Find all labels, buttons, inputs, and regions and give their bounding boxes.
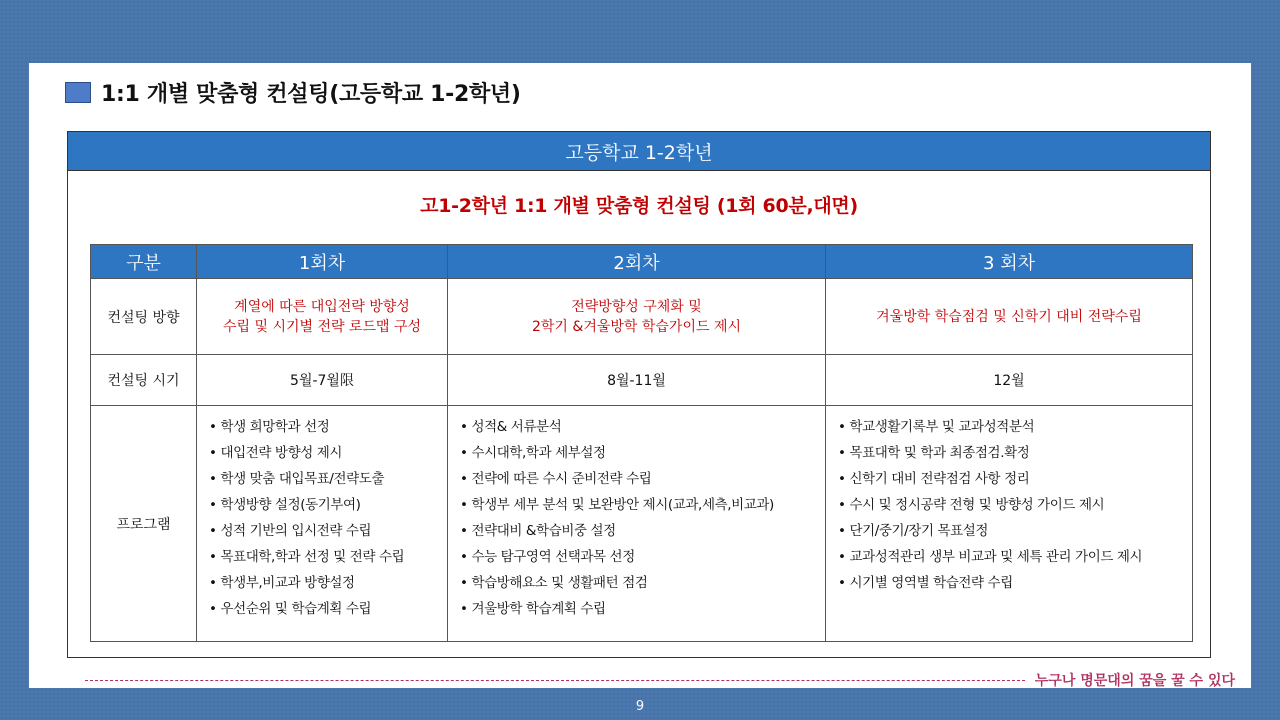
table-row-timing	[91, 355, 1193, 406]
list-item: • 성적& 서류분석	[460, 414, 825, 440]
page-number: 9	[635, 699, 645, 714]
list-item: • 수시대학,학과 세부설정	[460, 440, 825, 466]
timing-session-2: 8월-11월	[448, 355, 826, 406]
slide	[29, 63, 1251, 688]
list-item: • 목표대학 및 학과 최종점검.확정	[838, 440, 1192, 466]
list-item: • 시기별 영역별 학습전략 수립	[838, 570, 1192, 596]
list-item: • 학생부,비교과 방향설정	[209, 570, 447, 596]
list-item: • 신학기 대비 전략점검 사항 정리	[838, 466, 1192, 492]
consulting-table	[90, 244, 1193, 642]
title-row	[65, 77, 521, 108]
list-item: • 전략에 따른 수시 준비전략 수립	[460, 466, 825, 492]
list-item: • 학교생활기록부 및 교과성적분석	[838, 414, 1192, 440]
header-session-1: 1회차	[197, 245, 448, 279]
direction-session-3	[826, 279, 1193, 355]
list-item: • 목표대학,학과 선정 및 전략 수립	[209, 544, 447, 570]
direction-2-line-2: 2학기 &겨울방학 학습가이드 제시	[532, 318, 741, 335]
timing-session-3: 12월	[826, 355, 1193, 406]
table-row-direction	[91, 279, 1193, 355]
list-item: • 대입전략 방향성 제시	[209, 440, 447, 466]
list-item: • 수능 탐구영역 선택과목 선정	[460, 544, 825, 570]
list-item: • 학생방향 설정(동기부여)	[209, 492, 447, 518]
title-square-icon	[65, 82, 91, 103]
table-header-row	[91, 245, 1193, 279]
list-item: • 겨울방학 학습계획 수립	[460, 596, 825, 622]
table-row-program	[91, 406, 1193, 642]
list-item: • 교과성적관리 생부 비교과 및 세특 관리 가이드 제시	[838, 544, 1192, 570]
program-session-2	[448, 406, 826, 642]
list-item: • 학생부 세부 분석 및 보완방안 제시(교과,세측,비교과)	[460, 492, 825, 518]
list-item: • 학생 맞춤 대입목표/전략도출	[209, 466, 447, 492]
subtitle: 고1-2학년 1:1 개별 맞춤형 컨설팅 (1회 60분,대면)	[420, 195, 858, 217]
footer-divider	[85, 680, 1025, 681]
direction-1-line-2: 수립 및 시기별 전략 로드맵 구성	[222, 318, 422, 335]
header-session-2: 2회차	[448, 245, 826, 279]
direction-session-1	[197, 279, 448, 355]
row-label-direction: 컨설팅 방향	[91, 279, 197, 355]
list-item: • 학생 희망학과 선정	[209, 414, 447, 440]
list-item: • 전략대비 &학습비중 설정	[460, 518, 825, 544]
list-item: • 성적 기반의 입시전략 수립	[209, 518, 447, 544]
content-box	[67, 131, 1211, 658]
row-label-program: 프로그램	[91, 406, 197, 642]
direction-2-line-1: 전략방향성 구체화 및	[571, 298, 702, 315]
list-item: • 수시 및 정시공략 전형 및 방향성 가이드 제시	[838, 492, 1192, 518]
box-header: 고등학교 1-2학년	[68, 132, 1210, 171]
row-label-timing: 컨설팅 시기	[91, 355, 197, 406]
header-session-3: 3 회차	[826, 245, 1193, 279]
page-title: 1:1 개별 맞춤형 컨설팅(고등학교 1-2학년)	[101, 82, 521, 107]
program-session-3	[826, 406, 1193, 642]
direction-session-2	[448, 279, 826, 355]
direction-1-line-1: 계열에 따른 대입전략 방향성	[234, 298, 410, 315]
list-item: • 우선순위 및 학습계획 수립	[209, 596, 447, 622]
direction-3-line-1: 겨울방학 학습점검 및 신학기 대비 전략수립	[876, 308, 1142, 325]
list-item: • 단기/중기/장기 목표설정	[838, 518, 1192, 544]
footer-slogan: 누구나 명문대의 꿈을 꿀 수 있다	[1034, 673, 1235, 689]
timing-session-1: 5월-7월限	[197, 355, 448, 406]
header-category: 구분	[91, 245, 197, 279]
list-item: • 학습방해요소 및 생활패턴 점검	[460, 570, 825, 596]
program-session-1	[197, 406, 448, 642]
